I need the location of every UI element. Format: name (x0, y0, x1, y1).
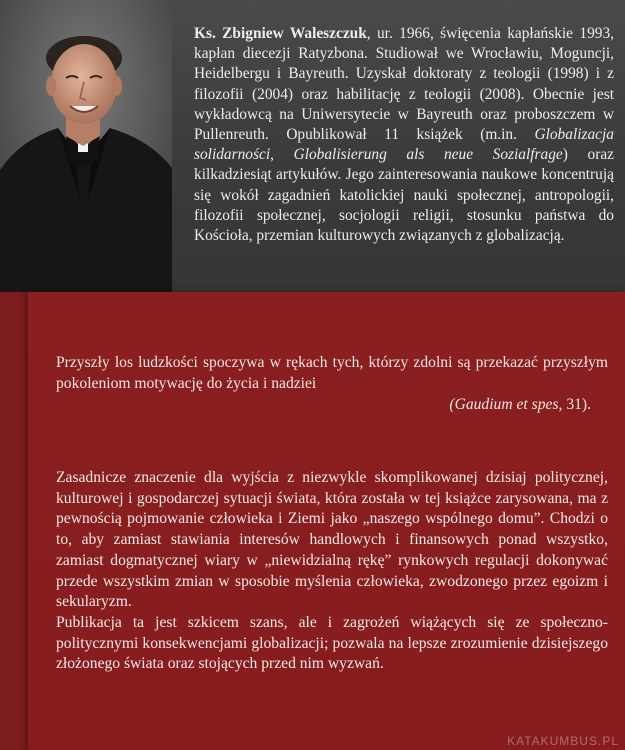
epigraph-source: (Gaudium et spes, 31). (449, 396, 591, 413)
book-title-2: Globalisierung als neue Sozialfrage (293, 146, 563, 164)
description-paragraph-1: Zasadnicze znaczenie dla wyjścia z niezwykle skomplikowanej dzisiaj politycznej, kulturowej i gospodarczej sytuacji świata, która została w tej książce zarysowana, ma z pewnością pojmowanie człowieka i Ziemi jako „naszego wspólnego domu”. Chodzi o to, aby zamiast stawiania interesów handlowych i finansowych ponad wszystko, zamiast dogmatycznej wiary w „niewidzialną rękę” rynkowych regulacji dokonywać przede wszystkim zmian w sposobie myślenia człowieka, zwodzonego przez egoizm i sekularyzm. (56, 469, 608, 611)
bio-text-part1: , ur. 1966, święcenia kapłańskie 1993, kapłan diecezji Ratyzbona. Studiował we Wrocławiu, Moguncji, Heidelbergu i Bayreuth. Uzyskał doktoraty z teologii (1998) i z filozofii (2004) oraz habilitację z teologii (2008). Obecnie jest wykładowcą na Uniwersytecie w Bayreuth oraz proboszczem w Pullenreuth. Opublikował 11 książek (m.in. (194, 25, 615, 144)
watermark: KATAKUMBUS.PL (507, 734, 619, 748)
author-bio (194, 24, 614, 246)
bio-text-part2: ) oraz kilkadziesiąt artykułów. Jego zainteresowania naukowe koncentrują się wokół zagadnień katolickiej nauki społecznej, antropologii, filozofii społecznej, socjologii religii, stosunku państwa do Kościoła, przemian kulturowych związanych z globalizacją. (194, 146, 614, 245)
author-section (0, 0, 625, 292)
description-paragraph-2: Publikacja ta jest szkicem szans, ale i zagrożeń wiążących się ze społeczno-politycznymi konsekwencjami globalizacji; pozwala na lepsze zrozumienie dzisiejszego złożonego świata oraz stojących przed nim wyzwań. (56, 613, 608, 673)
epigraph-source-title: Gaudium et spes (454, 396, 559, 413)
book-description (56, 468, 608, 675)
epigraph-source-ref: , 31). (558, 396, 591, 413)
author-name: Ks. Zbigniew Waleszczuk (194, 25, 367, 42)
author-photo (0, 0, 172, 292)
author-portrait-image (0, 0, 172, 292)
epigraph-quote: Przyszły los ludzkości spoczywa w rękach tych, którzy zdolni są przekazać przyszłym pokoleniom motywację do życia i nadziei (56, 354, 608, 392)
book-title-1: Globalizacja solidarności (194, 126, 614, 164)
bio-separator: , (270, 146, 294, 164)
